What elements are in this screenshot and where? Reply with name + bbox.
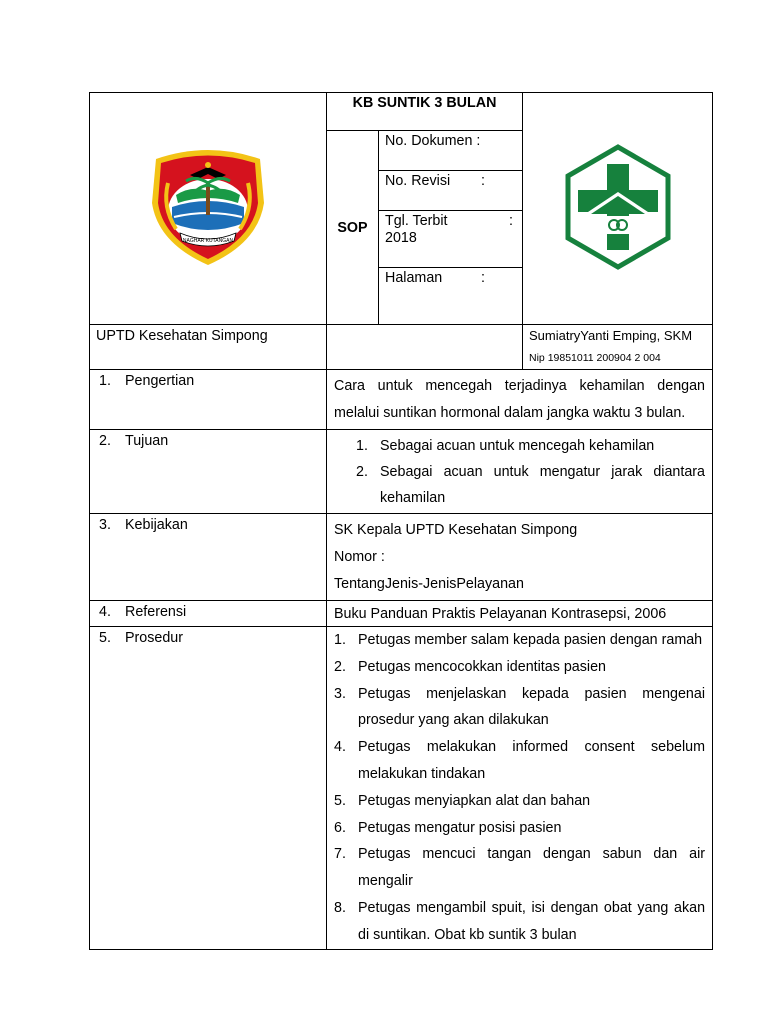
sop-label: SOP [327,131,379,325]
policy-line: SK Kepala UPTD Kesehatan Simpong [334,522,578,538]
regency-logo-cell [90,93,327,325]
section-number: 3. [99,517,111,533]
meta-terbit [379,211,523,268]
list-item [334,459,705,511]
signer-nip: Nip 19851011 200904 2 004 [529,352,661,364]
document-title: KB SUNTIK 3 BULAN [327,93,523,131]
org-name: UPTD Kesehatan Simpong [90,325,327,370]
policy-line: TentangJenis-JenisPelayanan [334,576,524,592]
meta-key: No. Revisi [385,173,451,189]
step-number: 6. [334,819,346,836]
step-text: Petugas mengatur posisi pasien [358,819,562,836]
section-text-referensi: Buku Panduan Praktis Pelayanan Kontrasepsi, 2006 [327,601,713,627]
procedure-step [334,734,705,788]
item-text: Sebagai acuan untuk mencegah kehamilan [380,438,655,454]
section-text-kebijakan [327,514,713,601]
step-number: 2. [334,658,346,675]
blank-cell [327,325,523,370]
step-text: Petugas mengambil spuit, isi dengan obat yang akan di suntikan. Obat kb suntik 3 bulan [358,899,706,943]
step-text: Petugas mencocokkan identitas pasien [358,658,606,675]
meta-halaman [379,268,523,325]
step-text: Petugas menjelaskan kepada pasien mengenai prosedur yang akan dilakukan [358,685,706,729]
regency-crest-icon [146,145,270,269]
section-label-prosedur [90,627,327,950]
section-label: Prosedur [125,630,184,646]
procedure-step [334,627,705,654]
step-number: 3. [334,685,346,702]
meta-key: Halaman [385,270,443,286]
item-number: 1. [356,438,368,454]
section-label: Referensi [125,604,187,620]
item-text: Sebagai acuan untuk mengatur jarak diantara kehamilan [380,464,706,506]
section-number: 4. [99,604,111,620]
section-number: 2. [99,433,111,449]
meta-colon: : [509,213,513,229]
meta-colon: : [481,270,485,286]
list-item [334,433,705,459]
step-text: Petugas member salam kepada pasien dengan ramah [358,632,703,648]
step-number: 5. [334,792,346,809]
section-text-pengertian: Cara untuk mencegah terjadinya kehamilan dengan melalui suntikan hormonal dalam jangka waktu 3 bulan. [327,370,713,430]
section-label-pengertian [90,370,327,430]
procedure-step [334,654,705,681]
sop-table [89,92,713,950]
step-number: 7. [334,846,346,863]
puskesmas-cross-icon [563,144,673,270]
procedure-step [334,895,705,949]
signer-name: SumiatryYanti Emping, SKM [529,328,693,343]
section-number: 1. [99,373,111,389]
meta-colon: : [481,173,485,189]
meta-year: 2018 [385,230,417,246]
procedure-step [334,841,705,895]
item-number: 2. [356,464,368,480]
step-number: 8. [334,899,346,916]
step-number: 1. [334,632,346,648]
section-label-referensi [90,601,327,627]
meta-dokumen [379,131,523,171]
step-text: Petugas melakukan informed consent sebelum melakukan tindakan [358,739,706,782]
meta-key: No. Dokumen : [385,133,481,149]
section-label: Pengertian [125,373,195,389]
section-label: Tujuan [125,433,169,449]
step-text: Petugas menyiapkan alat dan bahan [358,792,591,809]
procedure-step [334,788,705,815]
section-list-tujuan [327,430,713,514]
section-label: Kebijakan [125,517,188,533]
step-number: 4. [334,739,346,756]
puskesmas-logo-cell [523,93,713,325]
section-label-tujuan [90,430,327,514]
signer-block [523,325,713,370]
section-number: 5. [99,630,111,646]
meta-key: Tgl. Terbit [385,213,448,229]
section-label-kebijakan [90,514,327,601]
procedure-step [334,815,705,842]
section-list-prosedur [327,627,713,950]
svg-text:NAGHAR KUTANGAN: NAGHAR KUTANGAN [182,237,234,244]
procedure-step [334,681,705,735]
step-text: Petugas mencuci tangan dengan sabun dan air mengalir [358,846,706,890]
policy-line: Nomor : [334,549,385,565]
meta-revisi [379,171,523,211]
